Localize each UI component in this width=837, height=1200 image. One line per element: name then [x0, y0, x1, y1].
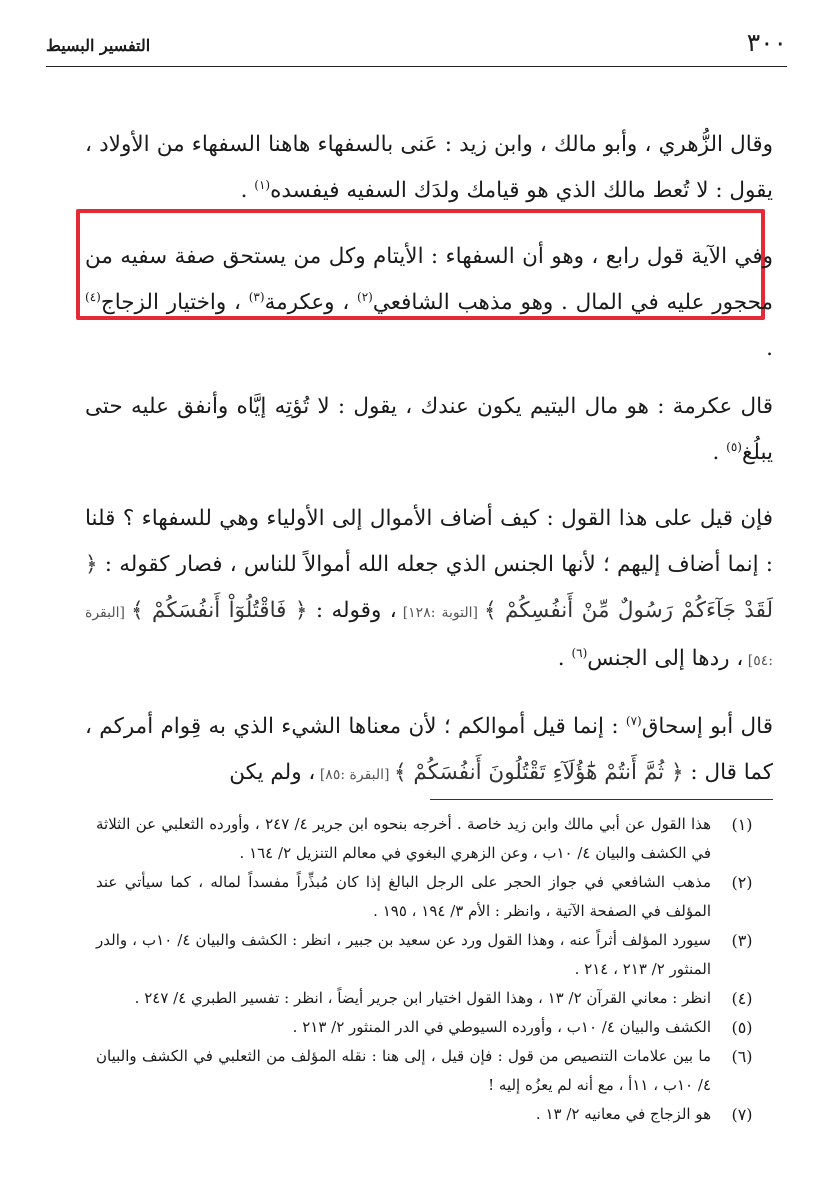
footnote-text: مذهب الشافعي في جواز الحجر على الرجل البالغ إذا كان مُبذِّراً مفسداً لماله ، كما سيأتي عند المؤلف في الصفحة الآتية ، وانظر : الأم ٣/ ١٩٤ ، ١٩٥ . — [96, 873, 711, 920]
footnote — [96, 926, 773, 984]
footnote — [96, 1042, 773, 1100]
verse-reference: [البقرة :٥٤] — [85, 605, 773, 669]
paragraph-end: . — [240, 178, 255, 203]
footnote-ref[interactable]: (٦) — [571, 645, 588, 660]
paragraph-zuhri — [85, 122, 773, 214]
footnote-ref[interactable]: (٤) — [85, 289, 101, 304]
paragraph-text: قال أبو إسحاق — [641, 714, 774, 739]
running-title: التفسير البسيط — [46, 36, 151, 55]
quran-verse: ﴿ ثُمَّ أَنتُمْ هَٰٓؤُلَآءِ تَقْتُلُونَ أَنفُسَكُمْ ﴾ — [393, 760, 684, 785]
page-number: ٣٠٠ — [746, 28, 787, 57]
footnotes — [96, 810, 773, 1129]
footnote-ref[interactable]: (٧) — [625, 713, 642, 728]
paragraph-text: قال عكرمة : هو مال اليتيم يكون عندك ، يقول : لا تُؤتِه إيَّاه وأنفق عليه حتى يبلُغ — [85, 394, 773, 465]
footnote-text: الكشف والبيان ٤/ ١٠ب ، وأورده السيوطي في الدر المنثور ٢/ ٢١٣ . — [292, 1018, 711, 1036]
paragraph-ikrima — [85, 384, 773, 476]
paragraph-end: . — [712, 440, 727, 465]
footnote-ref[interactable]: (٣) — [248, 289, 265, 304]
paragraph-abu-ishaq — [85, 704, 773, 798]
footnote-number: (٣) — [731, 931, 753, 950]
main-text — [85, 122, 773, 798]
paragraph-objection — [85, 496, 773, 684]
footnote — [96, 868, 773, 926]
footnote-ref[interactable]: (٥) — [726, 439, 742, 454]
page-header — [46, 26, 787, 67]
footnote-text: هذا القول عن أبي مالك وابن زيد خاصة . أخرجه بنحوه ابن جرير ٤/ ٢٤٧ ، وأورده الثعلبي عن الثلاثة في الكشف والبيان ٤/ ١٠ب ، وعن الزهري البغوي في معالم التنزيل ٢/ ١٦٤ . — [96, 815, 711, 862]
paragraph-text: ، ردها إلى الجنس — [587, 646, 744, 671]
footnote-number: (١) — [731, 815, 753, 834]
quran-verse: ﴿ لَقَدْ جَآءَكُمْ رَسُولٌ مِّنْ أَنفُسِكُمْ ﴾ — [85, 552, 774, 623]
paragraph-text: : إنما قيل أموالكم ؛ لأن معناها الشيء الذي به قِوام أمركم ، كما قال : — [85, 714, 773, 785]
paragraph-text: فإن قيل على هذا القول : كيف أضاف الأموال إلى الأولياء وهي للسفهاء ؟ قلنا : إنما أضاف إليهم ؛ لأنها الجنس الذي جعله الله أموالاً للناس ، فصار كقوله : — [85, 506, 773, 577]
footnote-separator — [430, 799, 773, 800]
footnote-number: (٤) — [731, 989, 753, 1008]
verse-reference: [التوبة :١٢٨] — [396, 605, 484, 621]
paragraph-text: ، وقوله : — [307, 598, 397, 623]
paragraph-text: وفي الآية قول رابع ، وهو أن السفهاء : الأيتام وكل من يستحق صفة سفيه من محجور عليه في المال . وهو مذهب الشافعي — [85, 244, 774, 315]
footnote — [96, 1013, 773, 1042]
paragraph-text: وقال الزُّهري ، وأبو مالك ، وابن زيد : عَنى بالسفهاء هاهنا السفهاء من الأولاد ، يقول : لا تُعط مالك الذي هو قيامك ولدَك السفيه فيفسده — [85, 132, 773, 203]
footnote-text: سيورد المؤلف أثراً عنه ، وهذا القول ورد عن سعيد بن جبير ، انظر : الكشف والبيان ٤/ ١٠ب ، والدر المنثور ٢/ ٢١٣ ، ٢١٤ . — [96, 931, 711, 978]
quran-verse: ﴿ فَاقْتُلُوٓاْ أَنفُسَكُمْ ﴾ — [131, 598, 308, 623]
paragraph-text: ، ولم يكن — [229, 760, 316, 785]
footnote-text: انظر : معاني القرآن ٢/ ١٣ ، وهذا القول اختيار ابن جرير أيضاً ، انظر : تفسير الطبري ٤/ ٢٤٧ . — [134, 989, 711, 1007]
paragraph-end: . — [557, 646, 572, 671]
footnote-number: (٦) — [731, 1047, 753, 1066]
footnote-number: (٧) — [731, 1105, 753, 1124]
footnote — [96, 810, 773, 868]
footnote — [96, 984, 773, 1013]
paragraph-text: ، واختيار الزجاج — [100, 290, 249, 315]
footnote-number: (٥) — [731, 1018, 753, 1037]
paragraph-text: ، وعكرمة — [264, 290, 358, 315]
verse-reference: [البقرة :٨٥] — [315, 767, 394, 783]
footnote-text: ما بين علامات التنصيص من قول : فإن قيل ، إلى هنا : نقله المؤلف من الثعلبي في الكشف والبيان ٤/ ١٠ب ، ١١أ ، مع أنه لم يعزُه إليه ! — [96, 1047, 711, 1094]
footnote-ref[interactable]: (٢) — [357, 289, 373, 304]
footnote-number: (٢) — [731, 873, 753, 892]
footnote-ref[interactable]: (١) — [254, 177, 271, 192]
footnote — [96, 1100, 773, 1129]
paragraph-fourth-opinion — [85, 234, 773, 372]
footnote-text: هو الزجاج في معانيه ٢/ ١٣ . — [535, 1105, 711, 1123]
paragraph-end: . — [766, 336, 773, 361]
